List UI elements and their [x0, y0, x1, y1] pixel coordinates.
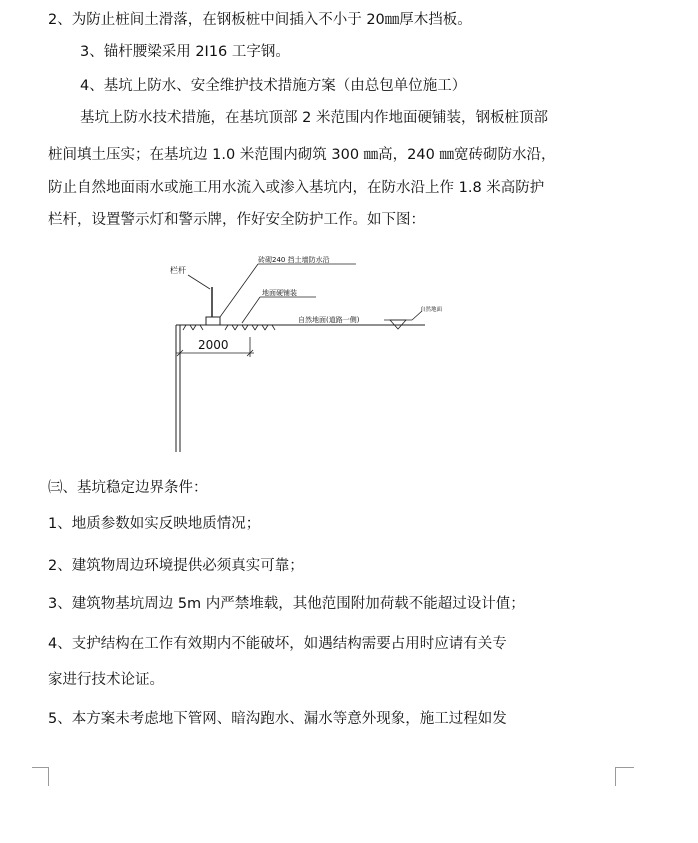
- page-corner-mark-right: [615, 767, 634, 786]
- condition-3: 3、建筑物基坑周边 5m 内严禁堆载，其他范围附加荷载不能超过设计值；: [48, 596, 525, 612]
- condition-2: 2、建筑物周边环境提供必须真实可靠；: [48, 558, 304, 574]
- paragraph-waterproof-line4: 栏杆，设置警示灯和警示牌，作好安全防护工作。如下图：: [48, 212, 425, 228]
- label-natural-ground: 自然地面: [420, 307, 443, 313]
- section-stability-heading: ㈢、基坑稳定边界条件：: [48, 480, 208, 496]
- condition-4-line1: 4、支护结构在工作有效期内不能破坏，如遇结构需要占用时应请有关专: [48, 636, 507, 652]
- label-wall: 砖砌240 挡土墙防水沿: [258, 256, 330, 264]
- dimension-label: 2000: [198, 338, 229, 352]
- paragraph-waterproof-line3: 防止自然地面雨水或施工用水流入或渗入基坑内，在防水沿上作 1.8 米高防护: [48, 180, 545, 196]
- condition-5: 5、本方案未考虑地下管网、暗沟跑水、漏水等意外现象，施工过程如发: [48, 711, 507, 727]
- paragraph-waterproof-line1: 基坑上防水技术措施，在基坑顶部 2 米范围内作地面硬铺装，钢板桩顶部: [80, 110, 548, 126]
- label-paving: 地面硬铺装: [262, 289, 297, 297]
- condition-1: 1、地质参数如实反映地质情况；: [48, 516, 261, 532]
- page-corner-mark-left: [32, 767, 49, 786]
- label-ground-road: 自然地面(道路一侧): [298, 316, 360, 324]
- paving-leader: [242, 297, 260, 323]
- paragraph-wood-board: 2、为防止桩间土滑落，在钢板桩中间插入不小于 20㎜厚木挡板。: [48, 12, 472, 28]
- paragraph-waterproof-heading: 4、基坑上防水、安全维护技术措施方案（由总包单位施工）: [80, 78, 467, 94]
- railing-leader: [188, 275, 210, 289]
- condition-4-line2: 家进行技术论证。: [48, 672, 164, 688]
- curb-wall: [206, 317, 220, 325]
- waterproof-edge-diagram: [150, 245, 470, 460]
- label-railing: 栏杆: [170, 266, 186, 275]
- curb-leader: [220, 264, 258, 317]
- ground-hatch: [183, 325, 275, 330]
- paragraph-waling-beam: 3、锚杆腰梁采用 2I16 工字钢。: [80, 44, 290, 60]
- paragraph-waterproof-line2: 桩间填土压实；在基坑边 1.0 米范围内砌筑 300 ㎜高，240 ㎜宽砖砌防水沿，: [48, 147, 556, 163]
- diagram-svg: [150, 245, 470, 460]
